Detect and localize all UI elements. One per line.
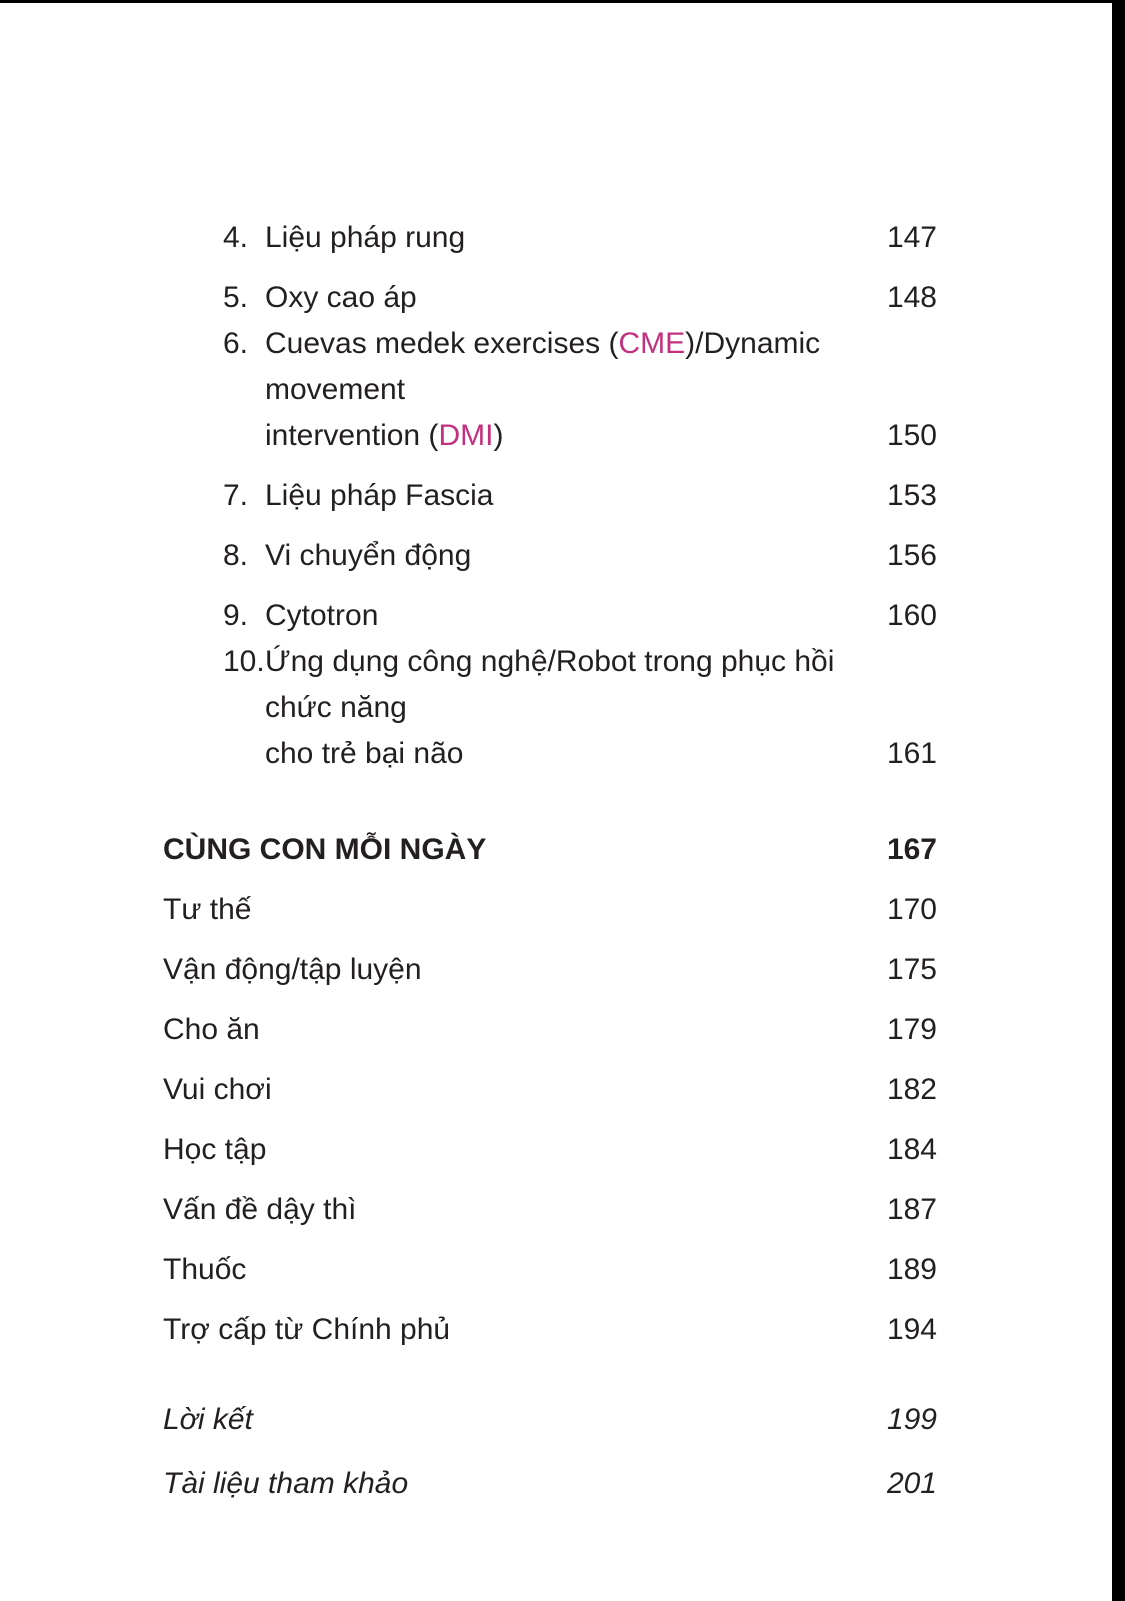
entry-page: 201: [886, 1467, 937, 1500]
section-heading: [163, 813, 937, 873]
entry-number: 4.: [223, 221, 249, 254]
entry-title: Liệu pháp Fascia: [265, 479, 494, 512]
toc-entry: [163, 321, 937, 459]
entry-page: 182: [886, 1073, 937, 1106]
entry-number: 9.: [223, 599, 249, 632]
entry-number: 5.: [223, 281, 249, 314]
entry-title: Tư thế: [163, 893, 252, 926]
entry-title: [265, 321, 857, 459]
entry-title: Vận động/tập luyện: [163, 953, 422, 986]
entry-title: Vi chuyển động: [265, 539, 472, 572]
toc-entry: [163, 1233, 937, 1293]
entry-page: 147: [886, 221, 937, 254]
toc-entry: [163, 1443, 937, 1507]
entry-title: Oxy cao áp: [265, 281, 417, 314]
toc-entry: [163, 933, 937, 993]
toc-entry: [163, 1173, 937, 1233]
section-page: 167: [886, 833, 937, 866]
toc-entry: [163, 1113, 937, 1173]
table-of-contents: [163, 201, 937, 1507]
entry-page: 148: [886, 281, 937, 314]
toc-entry: [163, 1379, 937, 1443]
entry-page: 161: [886, 737, 937, 770]
entry-title: [265, 639, 857, 777]
section-title: CÙNG CON MỖI NGÀY: [163, 833, 487, 866]
entry-title-text: ): [493, 419, 504, 452]
entry-number: 7.: [223, 479, 249, 512]
entry-page: 189: [886, 1253, 937, 1286]
entry-title: Tài liệu tham khảo: [163, 1467, 409, 1500]
entry-page: 170: [886, 893, 937, 926]
entry-number: 8.: [223, 539, 249, 572]
entry-title: Cho ăn: [163, 1013, 260, 1046]
entry-title: Thuốc: [163, 1253, 247, 1286]
entry-page: 187: [886, 1193, 937, 1226]
entry-page: 184: [886, 1133, 937, 1166]
entry-page: 150: [886, 419, 937, 452]
toc-entry: [163, 201, 937, 261]
entry-title-line: Ứng dụng công nghệ/Robot trong phục hồi chức năng: [265, 645, 835, 724]
entry-page: 199: [886, 1403, 937, 1436]
toc-entry: [163, 1293, 937, 1353]
entry-title-text: Cuevas medek exercises (: [265, 327, 619, 360]
toc-entry: [163, 519, 937, 579]
entry-title: Cytotron: [265, 599, 379, 632]
toc-entry: [163, 459, 937, 519]
abbreviation-dmi: DMI: [438, 419, 494, 452]
entry-title-text: )/Dynamic movement: [265, 327, 821, 406]
abbreviation-cme: CME: [618, 327, 686, 360]
entry-title: Trợ cấp từ Chính phủ: [163, 1313, 451, 1346]
toc-entry: [163, 1053, 937, 1113]
toc-entry: [163, 993, 937, 1053]
entry-title: Vui chơi: [163, 1073, 272, 1106]
entry-title: Học tập: [163, 1133, 267, 1166]
entry-page: 194: [886, 1313, 937, 1346]
toc-entry: [163, 261, 937, 321]
entry-page: 156: [886, 539, 937, 572]
entry-number: 6.: [223, 327, 249, 360]
entry-page: 179: [886, 1013, 937, 1046]
entry-page: 175: [886, 953, 937, 986]
entry-page: 160: [886, 599, 937, 632]
entry-title-line: cho trẻ bại não: [265, 737, 464, 770]
toc-entry: [163, 579, 937, 639]
entry-title: Vấn đề dậy thì: [163, 1193, 357, 1226]
entry-title: Liệu pháp rung: [265, 221, 466, 254]
entry-page: 153: [886, 479, 937, 512]
entry-title: Lời kết: [163, 1403, 253, 1436]
toc-entry: [163, 639, 937, 777]
entry-number: 10.: [223, 645, 265, 678]
entry-title-text: intervention (: [265, 419, 439, 452]
toc-entry: [163, 873, 937, 933]
spacer: [163, 1353, 937, 1379]
